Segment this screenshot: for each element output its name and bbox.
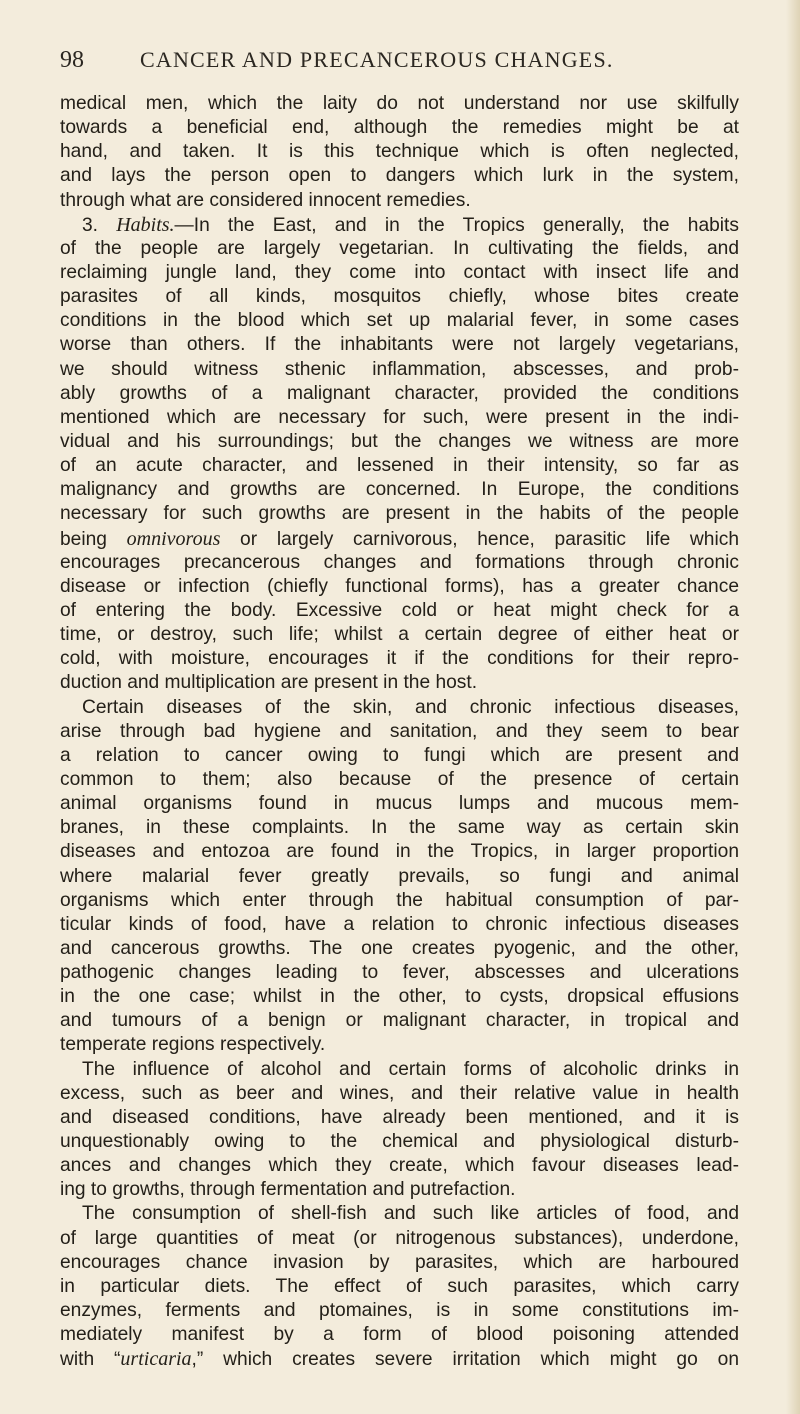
text-line — [60, 647, 739, 671]
text-segment: with “ — [60, 1349, 121, 1371]
text-line — [60, 1202, 739, 1226]
text-line — [60, 189, 739, 213]
text-segment: encourages precancerous changes and formations through chronic — [60, 551, 739, 573]
italic-term: Habits. — [116, 213, 175, 236]
text-segment: towards a beneficial end, although the remedies might be at — [60, 117, 739, 139]
text-line — [60, 1082, 739, 1106]
text-segment: or largely carnivorous, hence, parasitic life which — [220, 528, 739, 550]
text-line — [60, 768, 739, 792]
text-segment: and diseased conditions, have already been mentioned, and it is — [60, 1106, 739, 1128]
running-head — [60, 44, 740, 76]
text-line — [60, 961, 739, 985]
text-line — [60, 671, 739, 695]
text-segment: malignancy and growths are concerned. In Europe, the conditions — [60, 479, 739, 501]
text-line — [60, 816, 739, 840]
text-line — [60, 358, 739, 382]
text-segment: The consumption of shell-fish and such like articles of food, and — [82, 1203, 739, 1225]
text-segment: we should witness sthenic inflammation, abscesses, and prob- — [60, 358, 739, 380]
text-segment: a relation to cancer owing to fungi which are present and — [60, 744, 739, 766]
text-segment: The influence of alcohol and certain forms of alcoholic drinks in — [82, 1058, 739, 1080]
text-segment: of an acute character, and lessened in their intensity, so far as — [60, 455, 739, 477]
text-line — [60, 1251, 739, 1275]
italic-term: omnivorous — [126, 527, 221, 550]
text-segment: ably growths of a malignant character, provided the conditions — [60, 382, 739, 404]
text-line — [60, 1106, 739, 1130]
text-segment: animal organisms found in mucus lumps and mucous mem- — [60, 793, 739, 815]
text-line — [60, 623, 739, 647]
text-line — [60, 1033, 739, 1057]
text-segment: hand, and taken. It is this technique which is often neglected, — [60, 141, 739, 163]
body-text — [60, 92, 739, 1371]
text-line — [60, 309, 739, 333]
text-line — [60, 527, 739, 551]
text-line — [60, 116, 739, 140]
text-segment: necessary for such growths are present in the habits of the people — [60, 503, 739, 525]
text-segment: ,” which creates severe irritation which might go on — [191, 1349, 739, 1371]
text-line — [60, 1323, 739, 1347]
text-line — [60, 599, 739, 623]
text-segment: arise through bad hygiene and sanitation, and they seem to bear — [60, 720, 739, 742]
text-segment: ticular kinds of food, have a relation to chronic infectious diseases — [60, 913, 739, 935]
text-line — [60, 744, 739, 768]
text-line — [60, 913, 739, 937]
text-line — [60, 1154, 739, 1178]
text-line — [60, 889, 739, 913]
text-segment: worse than others. If the inhabitants were not largely vegetarians, — [60, 334, 739, 356]
text-line — [60, 840, 739, 864]
text-segment: being — [60, 528, 127, 550]
text-segment: organisms which enter through the habitual consumption of par- — [60, 889, 739, 911]
text-segment: ances and changes which they create, which favour diseases lead- — [60, 1155, 739, 1177]
text-line — [60, 478, 739, 502]
text-segment: ing to growths, through fermentation and putrefaction. — [60, 1179, 516, 1201]
text-line — [60, 454, 739, 478]
text-line — [60, 92, 739, 116]
text-line — [60, 237, 739, 261]
text-line — [60, 575, 739, 599]
text-line — [60, 1299, 739, 1323]
text-line — [60, 502, 739, 526]
text-line — [60, 1130, 739, 1154]
text-segment: medical men, which the laity do not understand nor use skilfully — [60, 93, 739, 114]
text-segment: disease or infection (chiefly functional forms), has a greater chance — [60, 575, 739, 597]
text-line — [60, 1275, 739, 1299]
text-line — [60, 213, 739, 237]
text-segment: mediately manifest by a form of blood poisoning attended — [60, 1324, 739, 1346]
text-line — [60, 140, 739, 164]
text-segment: and lays the person open to dangers which lurk in the system, — [60, 165, 739, 187]
text-segment: of the people are largely vegetarian. In cultivating the fields, and — [60, 237, 739, 259]
text-segment: branes, in these complaints. In the same way as certain skin — [60, 817, 739, 839]
text-line — [60, 382, 739, 406]
text-segment: vidual and his surroundings; but the changes we witness are more — [60, 430, 739, 452]
italic-term: urticaria — [120, 1348, 192, 1371]
text-line — [60, 696, 739, 720]
text-segment: in the one case; whilst in the other, to cysts, dropsical effusions — [60, 986, 739, 1008]
running-title: CANCER AND PRECANCEROUS CHANGES. — [140, 47, 614, 72]
text-segment: common to them; also because of the presence of certain — [60, 768, 739, 790]
text-segment: —In the East, and in the Tropics generally, the habits — [174, 214, 739, 236]
text-line — [60, 261, 739, 285]
text-line — [60, 1009, 739, 1033]
text-line — [60, 406, 739, 430]
text-segment: of large quantities of meat (or nitrogenous substances), underdone, — [60, 1227, 739, 1249]
page-edge-shadow — [786, 0, 800, 1414]
text-segment: duction and multiplication are present in the host. — [60, 672, 478, 694]
text-line — [60, 1347, 739, 1371]
text-segment: pathogenic changes leading to fever, abscesses and ulcerations — [60, 962, 739, 984]
text-line — [60, 430, 739, 454]
text-segment: mentioned which are necessary for such, were present in the indi- — [60, 406, 739, 428]
text-line — [60, 551, 739, 575]
text-line — [60, 164, 739, 188]
text-segment: encourages chance invasion by parasites, which are harboured — [60, 1251, 739, 1273]
text-segment: unquestionably owing to the chemical and physiological disturb- — [60, 1131, 739, 1153]
text-line — [60, 1178, 739, 1202]
text-line — [60, 720, 739, 744]
text-segment: time, or destroy, such life; whilst a certain degree of either heat or — [60, 624, 739, 646]
text-segment: enzymes, ferments and ptomaines, is in some constitutions im- — [60, 1300, 739, 1322]
text-line — [60, 1058, 739, 1082]
text-segment: parasites of all kinds, mosquitos chiefly, whose bites create — [60, 286, 739, 308]
text-segment: where malarial fever greatly prevails, so fungi and animal — [60, 865, 739, 887]
text-segment: and tumours of a benign or malignant character, in tropical and — [60, 1010, 739, 1032]
text-line — [60, 985, 739, 1009]
text-segment: conditions in the blood which set up malarial fever, in some cases — [60, 310, 739, 332]
text-segment: reclaiming jungle land, they come into contact with insect life and — [60, 261, 739, 283]
text-line — [60, 1227, 739, 1251]
text-line — [60, 285, 739, 309]
page-number: 98 — [60, 47, 84, 73]
text-line — [60, 937, 739, 961]
text-line — [60, 792, 739, 816]
text-segment: through what are considered innocent remedies. — [60, 189, 471, 211]
text-segment: diseases and entozoa are found in the Tropics, in larger proportion — [60, 841, 739, 863]
text-segment: of entering the body. Excessive cold or heat might check for a — [60, 599, 739, 621]
text-segment: Certain diseases of the skin, and chronic infectious diseases, — [82, 696, 739, 718]
text-line — [60, 865, 739, 889]
text-segment: excess, such as beer and wines, and their relative value in health — [60, 1082, 739, 1104]
text-segment: in particular diets. The effect of such parasites, which carry — [60, 1275, 739, 1297]
text-segment: cold, with moisture, encourages it if the conditions for their repro- — [60, 648, 739, 670]
text-segment: temperate regions respectively. — [60, 1034, 326, 1056]
text-segment: 3. — [82, 214, 117, 236]
text-segment: and cancerous growths. The one creates pyogenic, and the other, — [60, 937, 739, 959]
text-line — [60, 333, 739, 357]
